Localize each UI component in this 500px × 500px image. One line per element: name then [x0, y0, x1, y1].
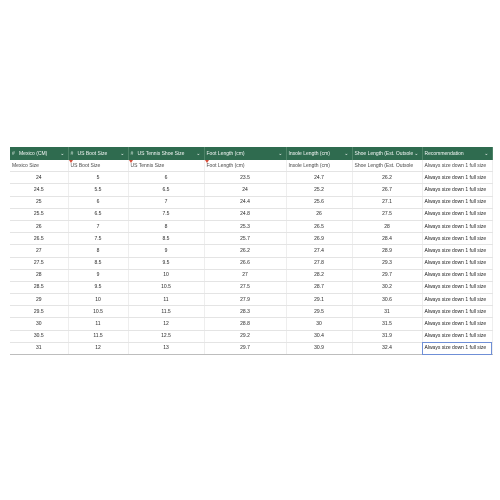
cell-us-tennis-shoe-size[interactable]: 10.5	[128, 281, 204, 293]
cell-mexico-cm[interactable]: 29.5	[10, 306, 68, 318]
table-row	[10, 269, 492, 281]
column-header-label: Foot Length (cm)	[206, 150, 245, 157]
cell-insole-length[interactable]: 26	[286, 208, 352, 220]
table-row	[10, 294, 492, 306]
column-header-mexico-cm[interactable]	[10, 147, 68, 160]
cell-us-tennis-shoe-size[interactable]: 12.5	[128, 330, 204, 342]
cell-insole-length[interactable]: 29.5	[286, 306, 352, 318]
cell-insole-length[interactable]: 28.7	[286, 281, 352, 293]
cell-us-tennis-shoe-size[interactable]: 9	[128, 245, 204, 257]
cell-recommendation[interactable]: Always size down 1 full size	[422, 269, 492, 281]
cell-us-tennis-shoe-size[interactable]: 8.5	[128, 233, 204, 245]
cell-shoe-length[interactable]: 26.2	[352, 172, 422, 184]
cell-us-tennis-shoe-size[interactable]: 7	[128, 196, 204, 208]
chevron-down-icon[interactable]: ⌄	[120, 150, 125, 157]
cell-us-boot-size[interactable]: 7.5	[68, 233, 128, 245]
cell-shoe-length[interactable]: 32.4	[352, 342, 422, 354]
cell-foot-length[interactable]: 26.6	[204, 257, 286, 269]
cell-foot-length[interactable]: 26.2	[204, 245, 286, 257]
cell-recommendation[interactable]: Always size down 1 full size	[422, 257, 492, 269]
cell-us-tennis-shoe-size[interactable]: 12	[128, 318, 204, 330]
cell-us-tennis-shoe-size[interactable]: 7.5	[128, 208, 204, 220]
cell-us-tennis-shoe-size[interactable]: 10	[128, 269, 204, 281]
cell-mexico-cm[interactable]: 26.5	[10, 233, 68, 245]
table-row	[10, 172, 492, 184]
table-row	[10, 220, 492, 232]
column-header-label: Mexico (CM)	[19, 150, 48, 157]
cell-foot-length[interactable]: 24	[204, 184, 286, 196]
cell-mexico-cm[interactable]	[10, 160, 68, 172]
column-header-us-tennis-shoe-size[interactable]	[128, 147, 204, 160]
cell-us-tennis-shoe-size[interactable]: 8	[128, 220, 204, 232]
cell-mexico-cm[interactable]: 27.5	[10, 257, 68, 269]
cell-text: Foot Length (cm)	[206, 162, 245, 169]
cell-mexico-cm[interactable]: 27	[10, 245, 68, 257]
note-marker-icon	[129, 160, 133, 163]
cell-us-tennis-shoe-size[interactable]: 6.5	[128, 184, 204, 196]
cell-shoe-length[interactable]: 28	[352, 220, 422, 232]
cell-text: Shoe Length (Est. Outsole	[354, 162, 414, 169]
table-row	[10, 184, 492, 196]
cell-insole-length[interactable]: 25.2	[286, 184, 352, 196]
table-row	[10, 318, 492, 330]
cell-us-tennis-shoe-size[interactable]: 11.5	[128, 306, 204, 318]
cell-insole-length[interactable]: 29.1	[286, 294, 352, 306]
cell-shoe-length[interactable]: 28.4	[352, 233, 422, 245]
table-body	[10, 160, 492, 355]
cell-foot-length[interactable]: 25.3	[204, 220, 286, 232]
table-row	[10, 233, 492, 245]
cell-us-boot-size[interactable]: 10	[68, 294, 128, 306]
cell-us-boot-size[interactable]: 6.5	[68, 208, 128, 220]
cell-mexico-cm[interactable]: 26	[10, 220, 68, 232]
cell-text: Insole Length (cm)	[288, 162, 330, 169]
cell-recommendation[interactable]: Always size down 1 full size	[422, 196, 492, 208]
cell-shoe-length[interactable]: 30.6	[352, 294, 422, 306]
cell-shoe-length[interactable]: 29.3	[352, 257, 422, 269]
table-row	[10, 196, 492, 208]
table-row	[10, 245, 492, 257]
cell-mexico-cm[interactable]: 28	[10, 269, 68, 281]
cell-foot-length[interactable]: 24.8	[204, 208, 286, 220]
note-marker-icon	[69, 160, 73, 163]
table-row	[10, 306, 492, 318]
cell-foot-length[interactable]: 29.2	[204, 330, 286, 342]
column-header-label: Shoe Length (Est. Outsole	[354, 150, 414, 157]
cell-foot-length[interactable]: 24.4	[204, 196, 286, 208]
cell-us-tennis-shoe-size[interactable]: 6	[128, 172, 204, 184]
cell-shoe-length[interactable]: 31.5	[352, 318, 422, 330]
table-row-labels	[10, 160, 492, 172]
cell-shoe-length[interactable]: 29.7	[352, 269, 422, 281]
table-row	[10, 281, 492, 293]
cell-shoe-length[interactable]: 31	[352, 306, 422, 318]
column-header-shoe-length[interactable]	[352, 147, 422, 160]
cell-insole-length[interactable]: 24.7	[286, 172, 352, 184]
cell-text: Always size down 1 full size	[424, 162, 487, 169]
cell-foot-length[interactable]: 29.7	[204, 342, 286, 354]
cell-recommendation[interactable]	[422, 160, 492, 172]
cell-us-boot-size[interactable]: 9.5	[68, 281, 128, 293]
cell-us-boot-size[interactable]: 11	[68, 318, 128, 330]
table-row	[10, 342, 492, 354]
cell-mexico-cm[interactable]: 24.5	[10, 184, 68, 196]
cell-insole-length[interactable]: 26.9	[286, 233, 352, 245]
cell-text: Mexico Size	[12, 162, 39, 169]
cell-recommendation[interactable]: Always size down 1 full size	[422, 208, 492, 220]
cell-us-boot-size[interactable]: 5.5	[68, 184, 128, 196]
chevron-down-icon[interactable]: ⌄	[60, 150, 65, 157]
cell-us-boot-size[interactable]: 8.5	[68, 257, 128, 269]
note-marker-icon	[205, 160, 209, 163]
cell-insole-length[interactable]: 30.4	[286, 330, 352, 342]
cell-shoe-length[interactable]: 26.7	[352, 184, 422, 196]
cell-shoe-length[interactable]	[352, 160, 422, 172]
column-header-label: Insole Length (cm)	[288, 150, 330, 157]
cell-us-boot-size[interactable]: 12	[68, 342, 128, 354]
cell-recommendation[interactable]: Always size down 1 full size	[422, 342, 492, 354]
cell-insole-length[interactable]: 27.4	[286, 245, 352, 257]
cell-us-tennis-shoe-size[interactable]: 11	[128, 294, 204, 306]
chevron-down-icon[interactable]: ⌄	[196, 150, 201, 157]
cell-mexico-cm[interactable]: 31	[10, 342, 68, 354]
cell-recommendation[interactable]: Always size down 1 full size	[422, 184, 492, 196]
cell-shoe-length[interactable]: 27.1	[352, 196, 422, 208]
cell-text: US Boot Size	[70, 162, 101, 169]
cell-recommendation[interactable]: Always size down 1 full size	[422, 294, 492, 306]
cell-recommendation[interactable]: Always size down 1 full size	[422, 318, 492, 330]
cell-mexico-cm[interactable]: 25.5	[10, 208, 68, 220]
cell-insole-length[interactable]: 30.9	[286, 342, 352, 354]
cell-foot-length[interactable]	[204, 160, 286, 172]
cell-shoe-length[interactable]: 28.9	[352, 245, 422, 257]
cell-us-boot-size[interactable]	[68, 160, 128, 172]
cell-foot-length[interactable]: 27	[204, 269, 286, 281]
cell-recommendation[interactable]: Always size down 1 full size	[422, 233, 492, 245]
cell-mexico-cm[interactable]: 30.5	[10, 330, 68, 342]
table-row	[10, 257, 492, 269]
chevron-down-icon[interactable]: ⌄	[414, 150, 419, 157]
chevron-down-icon[interactable]: ⌄	[278, 150, 283, 157]
cell-text: US Tennis Size	[130, 162, 165, 169]
cell-us-boot-size[interactable]: 8	[68, 245, 128, 257]
column-header-us-boot-size[interactable]	[68, 147, 128, 160]
cell-us-boot-size[interactable]: 9	[68, 269, 128, 281]
size-chart-table	[10, 147, 493, 355]
cell-recommendation[interactable]: Always size down 1 full size	[422, 172, 492, 184]
cell-mexico-cm[interactable]: 29	[10, 294, 68, 306]
number-type-icon: #	[12, 150, 15, 157]
cell-recommendation[interactable]: Always size down 1 full size	[422, 245, 492, 257]
cell-mexico-cm[interactable]: 28.5	[10, 281, 68, 293]
cell-shoe-length[interactable]: 27.5	[352, 208, 422, 220]
cell-us-tennis-shoe-size[interactable]: 9.5	[128, 257, 204, 269]
column-header-label: US Tennis Shoe Size	[137, 150, 185, 157]
cell-mexico-cm[interactable]: 24	[10, 172, 68, 184]
cell-foot-length[interactable]: 27.9	[204, 294, 286, 306]
cell-mexico-cm[interactable]: 30	[10, 318, 68, 330]
cell-us-tennis-shoe-size[interactable]: 13	[128, 342, 204, 354]
cell-foot-length[interactable]: 25.7	[204, 233, 286, 245]
cell-us-boot-size[interactable]: 6	[68, 196, 128, 208]
cell-insole-length[interactable]: 25.6	[286, 196, 352, 208]
number-type-icon: #	[130, 150, 134, 157]
cell-insole-length[interactable]	[286, 160, 352, 172]
chevron-down-icon[interactable]: ⌄	[344, 150, 349, 157]
cell-us-boot-size[interactable]: 7	[68, 220, 128, 232]
chevron-down-icon[interactable]: ⌄	[484, 150, 489, 157]
table-row	[10, 330, 492, 342]
cell-shoe-length[interactable]: 30.2	[352, 281, 422, 293]
cell-shoe-length[interactable]: 31.9	[352, 330, 422, 342]
cell-foot-length[interactable]: 28.8	[204, 318, 286, 330]
cell-us-boot-size[interactable]: 10.5	[68, 306, 128, 318]
cell-recommendation[interactable]: Always size down 1 full size	[422, 306, 492, 318]
column-header-label: US Boot Size	[77, 150, 108, 157]
cell-recommendation[interactable]: Always size down 1 full size	[422, 281, 492, 293]
number-type-icon: #	[70, 150, 74, 157]
header-row	[10, 147, 492, 160]
cell-mexico-cm[interactable]: 25	[10, 196, 68, 208]
column-header-insole-length[interactable]	[286, 147, 352, 160]
column-header-label: Recommendation	[424, 150, 464, 157]
column-header-recommendation[interactable]	[422, 147, 492, 160]
cell-insole-length[interactable]: 28.2	[286, 269, 352, 281]
cell-insole-length[interactable]: 30	[286, 318, 352, 330]
spreadsheet-grid	[10, 147, 492, 355]
cell-foot-length[interactable]: 28.3	[204, 306, 286, 318]
cell-us-boot-size[interactable]: 5	[68, 172, 128, 184]
cell-foot-length[interactable]: 27.5	[204, 281, 286, 293]
cell-recommendation[interactable]: Always size down 1 full size	[422, 220, 492, 232]
cell-us-boot-size[interactable]: 11.5	[68, 330, 128, 342]
cell-us-tennis-shoe-size[interactable]	[128, 160, 204, 172]
cell-recommendation[interactable]: Always size down 1 full size	[422, 330, 492, 342]
table-row	[10, 208, 492, 220]
cell-foot-length[interactable]: 23.5	[204, 172, 286, 184]
column-header-foot-length[interactable]	[204, 147, 286, 160]
cell-insole-length[interactable]: 27.8	[286, 257, 352, 269]
cell-insole-length[interactable]: 26.5	[286, 220, 352, 232]
